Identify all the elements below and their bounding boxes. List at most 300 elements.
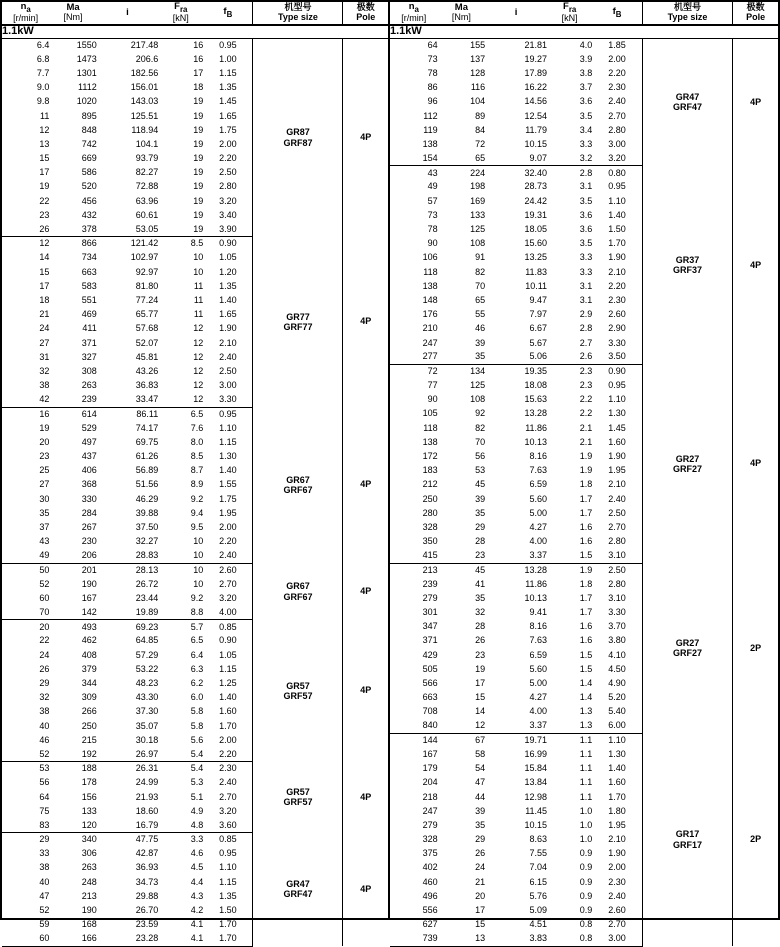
cell-radial-force: 6.3 bbox=[190, 663, 204, 674]
cell-torque: 41 bbox=[475, 578, 486, 589]
cell-torque: 284 bbox=[81, 507, 97, 518]
col-header-ratio: i bbox=[97, 2, 159, 25]
col-header-radial-force: $F_{ra}$ [kN] bbox=[158, 2, 203, 25]
cell-ratio: 30.18 bbox=[135, 734, 159, 745]
cell-speed: 328 bbox=[422, 521, 438, 532]
cell-type-size: GR57 GRF57 bbox=[253, 620, 343, 762]
power-rating-row bbox=[2, 25, 388, 38]
table-header-row bbox=[2, 2, 388, 25]
cell-radial-force: 1.9 bbox=[579, 564, 593, 575]
cell-radial-force: 1.1 bbox=[579, 763, 593, 774]
cell-ratio: 39.88 bbox=[135, 507, 159, 518]
cell-speed: 280 bbox=[422, 507, 438, 518]
cell-ratio: 19.27 bbox=[524, 53, 548, 64]
cell-service-factor: 2.60 bbox=[608, 905, 626, 916]
cell-ratio: 52.07 bbox=[135, 337, 159, 348]
cell-service-factor: 2.50 bbox=[608, 507, 626, 518]
cell-torque: 368 bbox=[81, 479, 97, 490]
cell-speed: 9.8 bbox=[36, 96, 50, 107]
cell-speed: 17 bbox=[39, 167, 50, 178]
cell-ratio: 13.28 bbox=[524, 408, 548, 419]
cell-speed: 27 bbox=[39, 479, 50, 490]
cell-ratio: 156.01 bbox=[130, 82, 159, 93]
cell-torque: 1550 bbox=[76, 39, 97, 50]
cell-radial-force: 4.6 bbox=[190, 848, 204, 859]
cell-pole: 4P bbox=[733, 365, 778, 564]
cell-speed: 663 bbox=[422, 692, 438, 703]
cell-speed: 64 bbox=[39, 791, 50, 802]
cell-radial-force: 1.6 bbox=[579, 536, 593, 547]
cell-service-factor: 3.40 bbox=[219, 209, 237, 220]
cell-speed: 218 bbox=[422, 791, 438, 802]
cell-service-factor: 3.10 bbox=[608, 592, 626, 603]
cell-speed: 247 bbox=[422, 337, 438, 348]
cell-service-factor: 0.80 bbox=[608, 167, 626, 178]
cell-torque: 371 bbox=[81, 337, 97, 348]
cell-torque: 72 bbox=[475, 138, 486, 149]
cell-radial-force: 2.3 bbox=[579, 380, 593, 391]
table-row bbox=[2, 38, 388, 52]
cell-torque: 104 bbox=[470, 96, 486, 107]
cell-torque: 432 bbox=[81, 209, 97, 220]
cell-ratio: 12.98 bbox=[524, 791, 548, 802]
cell-service-factor: 0.90 bbox=[219, 635, 237, 646]
cell-torque: 56 bbox=[475, 451, 486, 462]
cell-radial-force: 1.5 bbox=[579, 649, 593, 660]
cell-service-factor: 0.85 bbox=[219, 621, 237, 632]
cell-service-factor: 2.20 bbox=[203, 748, 253, 762]
cell-torque: 308 bbox=[81, 365, 97, 376]
cell-speed: 415 bbox=[390, 549, 438, 563]
cell-ratio: 11.83 bbox=[525, 266, 548, 277]
cell-service-factor: 1.35 bbox=[219, 890, 237, 901]
col-header-ratio: i bbox=[485, 2, 547, 25]
cell-radial-force: 8.5 bbox=[190, 451, 204, 462]
cell-radial-force: 10 bbox=[193, 578, 204, 589]
cell-radial-force: 1.7 bbox=[579, 507, 593, 518]
cell-service-factor: 5.20 bbox=[608, 692, 626, 703]
cell-ratio: 182.56 bbox=[130, 67, 159, 78]
cell-torque: 309 bbox=[81, 692, 97, 703]
cell-radial-force: 1.1 bbox=[579, 791, 593, 802]
power-rating-label: 1.1kW bbox=[390, 25, 778, 38]
cell-speed: 210 bbox=[422, 323, 438, 334]
cell-radial-force: 3.3 bbox=[579, 252, 593, 263]
cell-torque: 67 bbox=[475, 735, 486, 746]
cell-radial-force: 8.5 bbox=[190, 238, 204, 249]
cell-speed: 29 bbox=[39, 678, 50, 689]
cell-ratio: 57.29 bbox=[135, 649, 159, 660]
cell-speed: 154 bbox=[390, 152, 438, 166]
cell-speed: 46 bbox=[39, 734, 50, 745]
cell-ratio: 35.07 bbox=[135, 720, 159, 731]
cell-type-size: GR77 GRF77 bbox=[253, 237, 343, 407]
table-row bbox=[2, 620, 388, 634]
cell-radial-force: 4.8 bbox=[158, 819, 203, 833]
cell-service-factor: 2.50 bbox=[608, 564, 626, 575]
cell-speed: 75 bbox=[39, 805, 50, 816]
cell-service-factor: 1.40 bbox=[219, 692, 237, 703]
cell-service-factor: 1.15 bbox=[219, 663, 237, 674]
cell-speed: 12 bbox=[39, 238, 50, 249]
cell-type-size: GR37 GRF37 bbox=[642, 166, 732, 365]
cell-radial-force: 19 bbox=[193, 138, 204, 149]
cell-speed: 78 bbox=[427, 67, 438, 78]
cell-speed: 53 bbox=[39, 763, 50, 774]
cell-ratio: 143.03 bbox=[130, 96, 159, 107]
cell-radial-force: 1.9 bbox=[579, 465, 593, 476]
cell-ratio: 21.81 bbox=[524, 39, 548, 50]
cell-ratio: 24.42 bbox=[524, 195, 548, 206]
cell-ratio: 10.15 bbox=[524, 138, 548, 149]
cell-ratio: 37.50 bbox=[135, 521, 159, 532]
cell-ratio: 7.97 bbox=[529, 309, 548, 320]
cell-service-factor: 1.30 bbox=[219, 451, 237, 462]
cell-speed: 250 bbox=[422, 493, 438, 504]
cell-speed: 176 bbox=[422, 309, 438, 320]
cell-ratio: 19.31 bbox=[524, 209, 548, 220]
cell-speed: 32 bbox=[39, 692, 50, 703]
cell-service-factor: 1.75 bbox=[219, 493, 237, 504]
cell-torque: 224 bbox=[470, 167, 486, 178]
cell-torque: 108 bbox=[470, 238, 486, 249]
cell-service-factor: 2.20 bbox=[219, 536, 237, 547]
cell-ratio: 46.29 bbox=[135, 493, 159, 504]
cell-torque: 116 bbox=[470, 82, 486, 93]
cell-radial-force: 19 bbox=[193, 195, 204, 206]
cell-radial-force: 5.4 bbox=[190, 763, 204, 774]
cell-ratio: 60.61 bbox=[135, 209, 159, 220]
cell-speed: 38 bbox=[39, 862, 50, 873]
cell-ratio: 26.72 bbox=[135, 578, 159, 589]
cell-speed: 19 bbox=[39, 422, 50, 433]
cell-ratio: 6.59 bbox=[529, 649, 548, 660]
cell-service-factor: 2.60 bbox=[219, 564, 237, 575]
cell-radial-force: 2.2 bbox=[579, 394, 593, 405]
table-row bbox=[2, 237, 388, 251]
cell-ratio: 4.27 bbox=[529, 692, 548, 703]
cell-speed: 16 bbox=[39, 408, 50, 419]
cell-radial-force: 10 bbox=[158, 549, 203, 563]
cell-speed: 350 bbox=[422, 536, 438, 547]
cell-torque: 340 bbox=[81, 834, 97, 845]
cell-speed: 328 bbox=[422, 834, 438, 845]
cell-service-factor: 1.00 bbox=[219, 53, 237, 64]
cell-ratio: 26.97 bbox=[97, 748, 159, 762]
cell-radial-force: 2.9 bbox=[579, 309, 593, 320]
cell-service-factor: 1.35 bbox=[219, 82, 237, 93]
cell-torque: 206 bbox=[49, 549, 96, 563]
cell-service-factor: 3.00 bbox=[608, 138, 626, 149]
cell-torque: 250 bbox=[81, 720, 97, 731]
cell-service-factor: 3.20 bbox=[592, 152, 642, 166]
cell-ratio: 5.06 bbox=[485, 350, 547, 364]
cell-service-factor: 1.10 bbox=[608, 195, 626, 206]
cell-radial-force: 11 bbox=[193, 294, 204, 305]
cell-torque: 188 bbox=[81, 763, 97, 774]
cell-ratio: 12.54 bbox=[524, 110, 548, 121]
cell-radial-force: 3.3 bbox=[190, 834, 204, 845]
cell-radial-force: 1.9 bbox=[579, 451, 593, 462]
cell-service-factor: 2.00 bbox=[219, 138, 237, 149]
cell-ratio: 36.83 bbox=[135, 380, 159, 391]
cell-service-factor: 2.00 bbox=[608, 862, 626, 873]
cell-service-factor: 2.20 bbox=[608, 67, 626, 78]
cell-torque: 1473 bbox=[76, 53, 97, 64]
col-header-speed: $n_a$ [r/min] bbox=[2, 2, 49, 25]
cell-torque: 89 bbox=[475, 110, 486, 121]
cell-ratio: 34.73 bbox=[135, 876, 159, 887]
cell-radial-force: 4.0 bbox=[579, 39, 593, 50]
cell-service-factor: 2.50 bbox=[219, 167, 237, 178]
cell-service-factor: 2.40 bbox=[203, 549, 253, 563]
cell-service-factor: 2.80 bbox=[608, 536, 626, 547]
cell-ratio: 13.25 bbox=[524, 252, 548, 263]
cell-torque: 529 bbox=[81, 422, 97, 433]
cell-torque: 215 bbox=[81, 734, 97, 745]
left-spec-table bbox=[2, 2, 388, 947]
cell-speed: 38 bbox=[39, 706, 50, 717]
cell-service-factor: 1.40 bbox=[608, 763, 626, 774]
cell-ratio: 5.00 bbox=[529, 507, 548, 518]
cell-torque: 1020 bbox=[76, 96, 97, 107]
cell-radial-force: 3.5 bbox=[579, 238, 593, 249]
cell-ratio: 69.75 bbox=[135, 436, 159, 447]
cell-service-factor: 1.60 bbox=[219, 706, 237, 717]
cell-speed: 30 bbox=[39, 493, 50, 504]
cell-service-factor: 2.80 bbox=[608, 124, 626, 135]
cell-torque: 46 bbox=[475, 323, 486, 334]
cell-speed: 47 bbox=[39, 890, 50, 901]
cell-ratio: 7.55 bbox=[529, 848, 548, 859]
cell-service-factor: 1.90 bbox=[608, 848, 626, 859]
cell-speed: 347 bbox=[422, 621, 438, 632]
cell-radial-force: 12 bbox=[193, 365, 204, 376]
cell-torque: 39 bbox=[475, 493, 486, 504]
cell-speed: 239 bbox=[422, 578, 438, 589]
cell-service-factor: 2.40 bbox=[608, 493, 626, 504]
cell-service-factor: 2.30 bbox=[608, 294, 626, 305]
cell-speed: 27 bbox=[39, 337, 50, 348]
cell-speed: 90 bbox=[427, 238, 438, 249]
cell-radial-force: 1.7 bbox=[579, 607, 593, 618]
cell-radial-force: 3.6 bbox=[579, 96, 593, 107]
cell-radial-force: 6.5 bbox=[190, 408, 204, 419]
cell-pole: 4P bbox=[343, 237, 388, 407]
cell-speed: 556 bbox=[422, 905, 438, 916]
cell-torque: 23 bbox=[438, 549, 486, 563]
cell-radial-force: 3.7 bbox=[579, 82, 593, 93]
cell-torque: 35 bbox=[475, 507, 486, 518]
cell-radial-force: 19 bbox=[193, 124, 204, 135]
cell-radial-force: 11 bbox=[193, 280, 204, 291]
cell-speed: 17 bbox=[39, 280, 50, 291]
cell-ratio: 45.81 bbox=[135, 351, 159, 362]
cell-speed: 148 bbox=[422, 294, 438, 305]
cell-service-factor: 2.70 bbox=[608, 919, 626, 930]
cell-ratio: 82.27 bbox=[135, 167, 159, 178]
cell-speed: 118 bbox=[423, 266, 438, 277]
cell-torque: 168 bbox=[81, 919, 97, 930]
cell-speed: 301 bbox=[422, 607, 438, 618]
cell-speed: 26 bbox=[2, 223, 49, 237]
cell-ratio: 24.99 bbox=[135, 777, 159, 788]
cell-speed: 20 bbox=[39, 436, 50, 447]
cell-radial-force: 7.6 bbox=[190, 422, 204, 433]
cell-radial-force: 6.2 bbox=[190, 678, 204, 689]
cell-radial-force: 5.6 bbox=[190, 734, 204, 745]
cell-torque: 266 bbox=[81, 706, 97, 717]
cell-radial-force: 4.2 bbox=[190, 905, 204, 916]
cell-service-factor: 1.40 bbox=[219, 294, 237, 305]
cell-ratio: 37.30 bbox=[135, 706, 159, 717]
cell-service-factor: 2.70 bbox=[608, 110, 626, 121]
cell-type-size: GR47 GRF47 bbox=[642, 38, 732, 166]
cell-torque: 13 bbox=[438, 932, 486, 946]
cell-radial-force: 2.6 bbox=[547, 350, 592, 364]
cell-radial-force: 4.1 bbox=[190, 919, 204, 930]
cell-ratio: 21.93 bbox=[135, 791, 159, 802]
cell-speed: 212 bbox=[422, 479, 438, 490]
cell-speed: 22 bbox=[39, 195, 50, 206]
cell-torque: 70 bbox=[475, 280, 486, 291]
cell-ratio: 3.83 bbox=[485, 932, 547, 946]
cell-torque: 469 bbox=[81, 309, 97, 320]
cell-ratio: 10.15 bbox=[524, 819, 548, 830]
cell-torque: 19 bbox=[475, 663, 486, 674]
cell-radial-force: 8.7 bbox=[190, 465, 204, 476]
cell-radial-force: 5.8 bbox=[190, 720, 204, 731]
cell-radial-force: 6.4 bbox=[190, 649, 204, 660]
cell-ratio: 4.00 bbox=[529, 536, 548, 547]
col-header-type-size: 机型号 Type size bbox=[642, 2, 732, 25]
table-row bbox=[390, 365, 778, 379]
cell-service-factor: 2.30 bbox=[219, 763, 237, 774]
cell-ratio: 10.13 bbox=[524, 592, 548, 603]
cell-torque: 734 bbox=[81, 252, 97, 263]
cell-speed: 496 bbox=[422, 890, 438, 901]
cell-torque: 125 bbox=[470, 380, 486, 391]
cell-ratio: 28.13 bbox=[135, 564, 159, 575]
cell-service-factor: 4.50 bbox=[608, 663, 626, 674]
cell-speed: 277 bbox=[390, 350, 438, 364]
cell-torque: 58 bbox=[475, 748, 486, 759]
cell-torque: 166 bbox=[49, 932, 96, 946]
cell-service-factor: 1.70 bbox=[608, 791, 626, 802]
cell-ratio: 47.75 bbox=[135, 834, 159, 845]
cell-service-factor: 3.30 bbox=[608, 337, 626, 348]
cell-ratio: 4.27 bbox=[529, 521, 548, 532]
cell-type-size: GR87 GRF87 bbox=[253, 38, 343, 237]
cell-torque: 497 bbox=[81, 436, 97, 447]
cell-speed: 138 bbox=[422, 138, 438, 149]
cell-ratio: 43.26 bbox=[135, 365, 159, 376]
cell-radial-force: 1.8 bbox=[579, 479, 593, 490]
cell-ratio: 206.6 bbox=[135, 53, 159, 64]
cell-speed: 77 bbox=[427, 380, 438, 391]
cell-ratio: 72.88 bbox=[135, 181, 159, 192]
cell-radial-force: 2.8 bbox=[579, 167, 593, 178]
cell-speed: 6.8 bbox=[36, 53, 50, 64]
cell-radial-force: 12 bbox=[193, 380, 204, 391]
cell-torque: 663 bbox=[81, 266, 97, 277]
cell-service-factor: 1.05 bbox=[219, 252, 237, 263]
cell-ratio: 32.40 bbox=[524, 167, 548, 178]
cell-ratio: 14.56 bbox=[524, 96, 548, 107]
cell-service-factor: 1.25 bbox=[219, 678, 237, 689]
cell-speed: 167 bbox=[422, 748, 438, 759]
cell-speed: 739 bbox=[390, 932, 438, 946]
cell-service-factor: 3.00 bbox=[219, 380, 237, 391]
cell-radial-force: 1.8 bbox=[579, 578, 593, 589]
cell-torque: 669 bbox=[81, 153, 97, 164]
cell-ratio: 7.63 bbox=[529, 635, 548, 646]
cell-torque: 128 bbox=[470, 67, 486, 78]
cell-speed: 183 bbox=[422, 465, 438, 476]
cell-ratio: 69.23 bbox=[135, 621, 159, 632]
cell-radial-force: 9.2 bbox=[190, 592, 204, 603]
cell-speed: 566 bbox=[422, 678, 438, 689]
cell-torque: 895 bbox=[81, 110, 97, 121]
cell-torque: 12 bbox=[438, 719, 486, 733]
cell-radial-force: 5.1 bbox=[190, 791, 204, 802]
cell-torque: 125 bbox=[470, 224, 486, 235]
cell-service-factor: 1.40 bbox=[608, 209, 626, 220]
cell-ratio: 53.22 bbox=[135, 663, 159, 674]
cell-torque: 408 bbox=[81, 649, 97, 660]
cell-speed: 375 bbox=[422, 848, 438, 859]
cell-speed: 38 bbox=[39, 380, 50, 391]
cell-pole: 2P bbox=[733, 563, 778, 733]
cell-torque: 35 bbox=[438, 350, 486, 364]
cell-torque: 65 bbox=[438, 152, 486, 166]
cell-ratio: 18.08 bbox=[524, 380, 548, 391]
cell-radial-force: 1.7 bbox=[579, 493, 593, 504]
cell-torque: 82 bbox=[475, 266, 486, 277]
cell-speed: 49 bbox=[427, 181, 438, 192]
cell-speed: 52 bbox=[2, 748, 49, 762]
cell-service-factor: 1.90 bbox=[219, 323, 237, 334]
cell-service-factor: 1.65 bbox=[219, 110, 237, 121]
cell-radial-force: 2.8 bbox=[579, 323, 593, 334]
cell-ratio: 48.23 bbox=[135, 678, 159, 689]
cell-radial-force: 3.6 bbox=[579, 209, 593, 220]
cell-torque: 35 bbox=[475, 819, 486, 830]
cell-speed: 708 bbox=[422, 706, 438, 717]
cell-service-factor: 0.95 bbox=[219, 39, 237, 50]
cell-torque: 248 bbox=[81, 876, 97, 887]
cell-speed: 23 bbox=[39, 209, 50, 220]
cell-ratio: 19.71 bbox=[524, 735, 548, 746]
cell-service-factor: 3.20 bbox=[219, 805, 237, 816]
cell-torque: 65 bbox=[475, 294, 486, 305]
cell-torque: 21 bbox=[475, 876, 486, 887]
cell-service-factor: 1.10 bbox=[608, 394, 626, 405]
cell-radial-force: 19 bbox=[193, 167, 204, 178]
cell-torque: 120 bbox=[49, 819, 96, 833]
cell-speed: 18 bbox=[39, 294, 50, 305]
col-header-speed: $n_a$ [r/min] bbox=[390, 2, 438, 25]
cell-torque: 24 bbox=[475, 862, 486, 873]
cell-service-factor: 1.95 bbox=[608, 465, 626, 476]
cell-type-size: GR47 GRF47 bbox=[253, 833, 343, 947]
cell-torque: 411 bbox=[82, 323, 97, 334]
cell-service-factor: 2.90 bbox=[608, 323, 626, 334]
cell-torque: 306 bbox=[81, 848, 97, 859]
left-table-panel bbox=[2, 1, 390, 944]
cell-torque: 327 bbox=[81, 351, 97, 362]
cell-radial-force: 1.3 bbox=[547, 719, 592, 733]
